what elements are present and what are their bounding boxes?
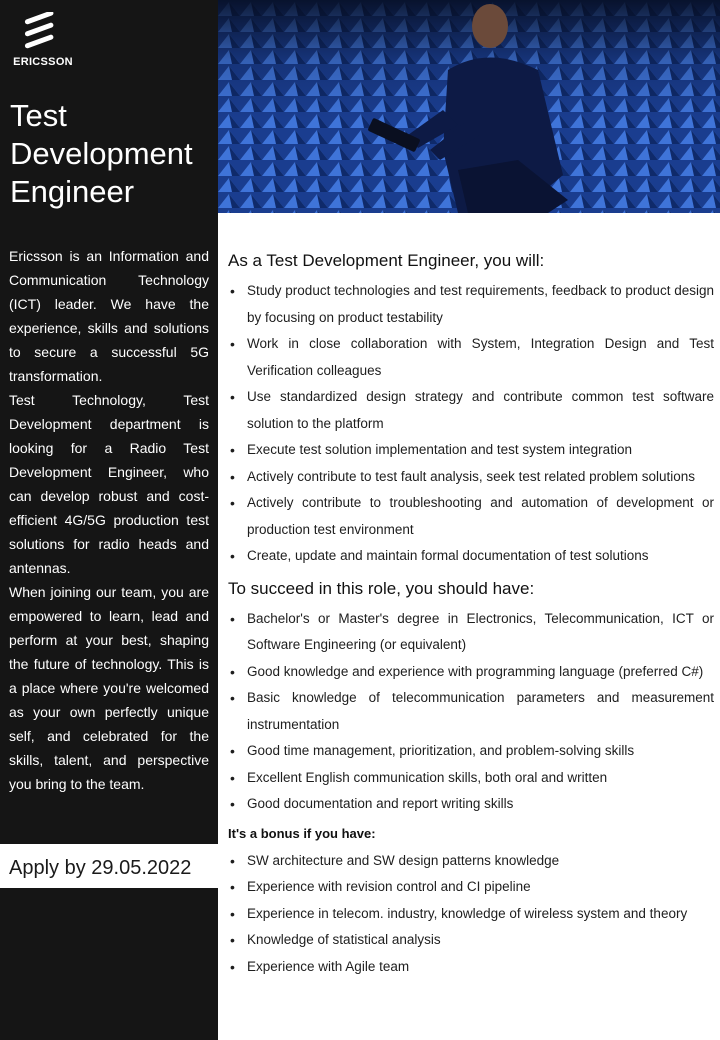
intro-paragraph: When joining our team, you are empowered to learn, lead and perform at your best, shaping the future of technology. This is a place where you're welcomed as your own perfectly unique self, and celebrated for the skills, talent, and perspective you bring to the team. [9, 584, 209, 792]
list-item: • Good knowledge and experience with programming language (preferred C#) [228, 659, 714, 686]
list-item: • Good time management, prioritization, and problem-solving skills [228, 738, 714, 765]
list-item: • Knowledge of statistical analysis [228, 927, 714, 954]
requirements-heading: To succeed in this role, you should have: [228, 578, 535, 598]
list-item: • Basic knowledge of telecommunication parameters and measurement instrumentation [228, 685, 714, 738]
list-item: • Excellent English communication skills, both oral and written [228, 765, 714, 792]
list-item: • Actively contribute to troubleshooting and automation of development or production test environment [228, 490, 714, 543]
intro-text [9, 244, 209, 796]
list-item: • Experience in telecom. industry, knowledge of wireless system and theory [228, 901, 714, 928]
apply-deadline: Apply by 29.05.2022 [9, 857, 192, 879]
list-item: • Experience with revision control and CI pipeline [228, 874, 714, 901]
list-item: • Use standardized design strategy and contribute common test software solution to the platform [228, 384, 714, 437]
list-item: • Work in close collaboration with System, Integration Design and Test Verification colleagues [228, 331, 714, 384]
hero-illustration [218, 0, 720, 213]
intro-paragraph: Test Technology, Test Development department is looking for a Radio Test Development Engineer, who can develop robust and cost-efficient 4G/5G production test solutions for radio heads and antennas. [9, 392, 209, 576]
brand-name: ERICSSON [13, 56, 73, 68]
ericsson-logo [8, 12, 78, 72]
bonus-heading: It's a bonus if you have: [228, 825, 376, 841]
responsibilities-list [228, 278, 714, 570]
hero-image [218, 0, 720, 213]
list-item: • SW architecture and SW design patterns knowledge [228, 848, 714, 875]
intro-paragraph: Ericsson is an Information and Communication Technology (ICT) leader. We have the experience, skills and solutions to secure a successful 5G transformation. [9, 248, 209, 384]
requirements-list [228, 606, 714, 818]
ericsson-logo-icon [22, 12, 64, 54]
list-item: • Experience with Agile team [228, 954, 714, 981]
main-content [228, 248, 714, 980]
list-item: • Create, update and maintain formal documentation of test solutions [228, 543, 714, 570]
job-title: Test Development Engineer [10, 98, 193, 209]
list-item: • Bachelor's or Master's degree in Electronics, Telecommunication, ICT or Software Engineering (or equivalent) [228, 606, 714, 659]
list-item: • Execute test solution implementation and test system integration [228, 437, 714, 464]
bonus-list [228, 848, 714, 981]
list-item: • Good documentation and report writing skills [228, 791, 714, 818]
list-item: • Actively contribute to test fault analysis, seek test related problem solutions [228, 464, 714, 491]
list-item: • Study product technologies and test requirements, feedback to product design by focusing on product testability [228, 278, 714, 331]
responsibilities-heading: As a Test Development Engineer, you will: [228, 251, 545, 270]
